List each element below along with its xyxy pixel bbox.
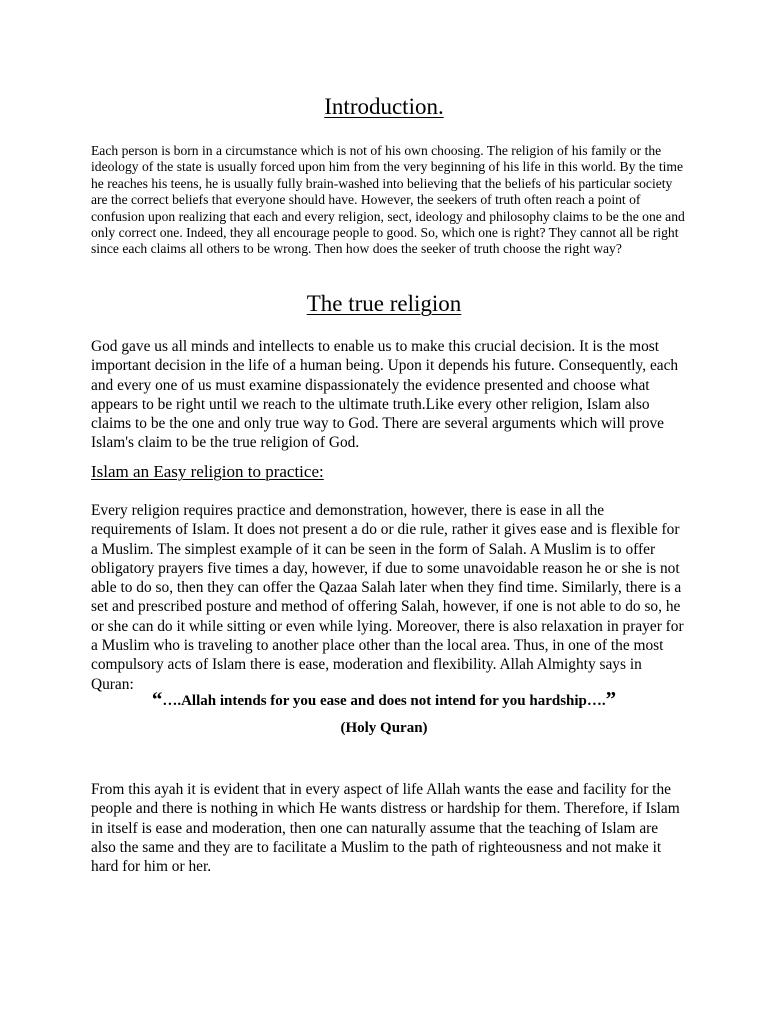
closing-paragraph: From this ayah it is evident that in every aspect of life Allah wants the ease and facility for the people and there is nothing in which He wants distress or hardship for them. Therefore, if Islam in itself is ease and moderation, then one can naturally assume that the teaching of Islam are also the same and they are to facilitate a Muslim to the path of righteousness and not make it hard for him or her. [91,781,680,876]
quran-quote [0,687,768,712]
quote-text: ….Allah intends for you ease and does not intend for you hardship…. [162,693,606,709]
true-religion-title: The true religion [306,291,462,316]
introduction-paragraph: Each person is born in a circumstance which is not of his own choosing. The religion of his family or the ideology of the state is usually forced upon him from the very beginning of his life in this world. By the time he reaches his teens, he is usually fully brain-washed into believing that the beliefs of his particular society are the correct beliefs that everyone should have. However, the seekers of truth often reach a point of confusion upon realizing that each and every religion, sect, ideology and philosophy claims to be the one and only correct one. Indeed, they all encourage people to good. So, which one is right? They cannot all be right since each claims all others to be wrong. Then how does the seeker of truth choose the right way? [91,143,685,257]
easy-religion-heading: Islam an Easy religion to practice: [91,462,324,481]
quote-close-mark: ” [605,687,617,711]
easy-religion-paragraph: Every religion requires practice and demonstration, however, there is ease in all the requirements of Islam. It does not present a do or die rule, rather it gives ease and is flexible for a Muslim. The simplest example of it can be seen in the form of Salah. A Muslim is to offer obligatory prayers five times a day, however, if due to some unavoidable reason he or she is not able to do so, then they can offer the Qazaa Salah later when they find time. Similarly, there is a set and prescribed posture and method of offering Salah, however, if one is not able to do so, he or she can do it while sitting or even while lying. Moreover, there is also relaxation in prayer for a Muslim who is traveling to another place other than the local area. Thus, in one of the most compulsory acts of Islam there is ease, moderation and flexibility. Allah Almighty says in Quran: [91,502,684,693]
quote-open-mark: “ [151,687,163,711]
quote-source: (Holy Quran) [340,720,428,736]
true-religion-paragraph: God gave us all minds and intellects to enable us to make this crucial decision. It is the most important decision in the life of a human being. Upon it depends his future. Consequently, each and every one of us must examine dispassionately the evidence presented and choose what appears to be right until we reach to the ultimate truth.Like every other religion, Islam also claims to be the one and only true way to God. There are several arguments which will prove Islam's claim to be the true religion of God. [91,338,679,452]
introduction-title: Introduction. [324,94,444,119]
